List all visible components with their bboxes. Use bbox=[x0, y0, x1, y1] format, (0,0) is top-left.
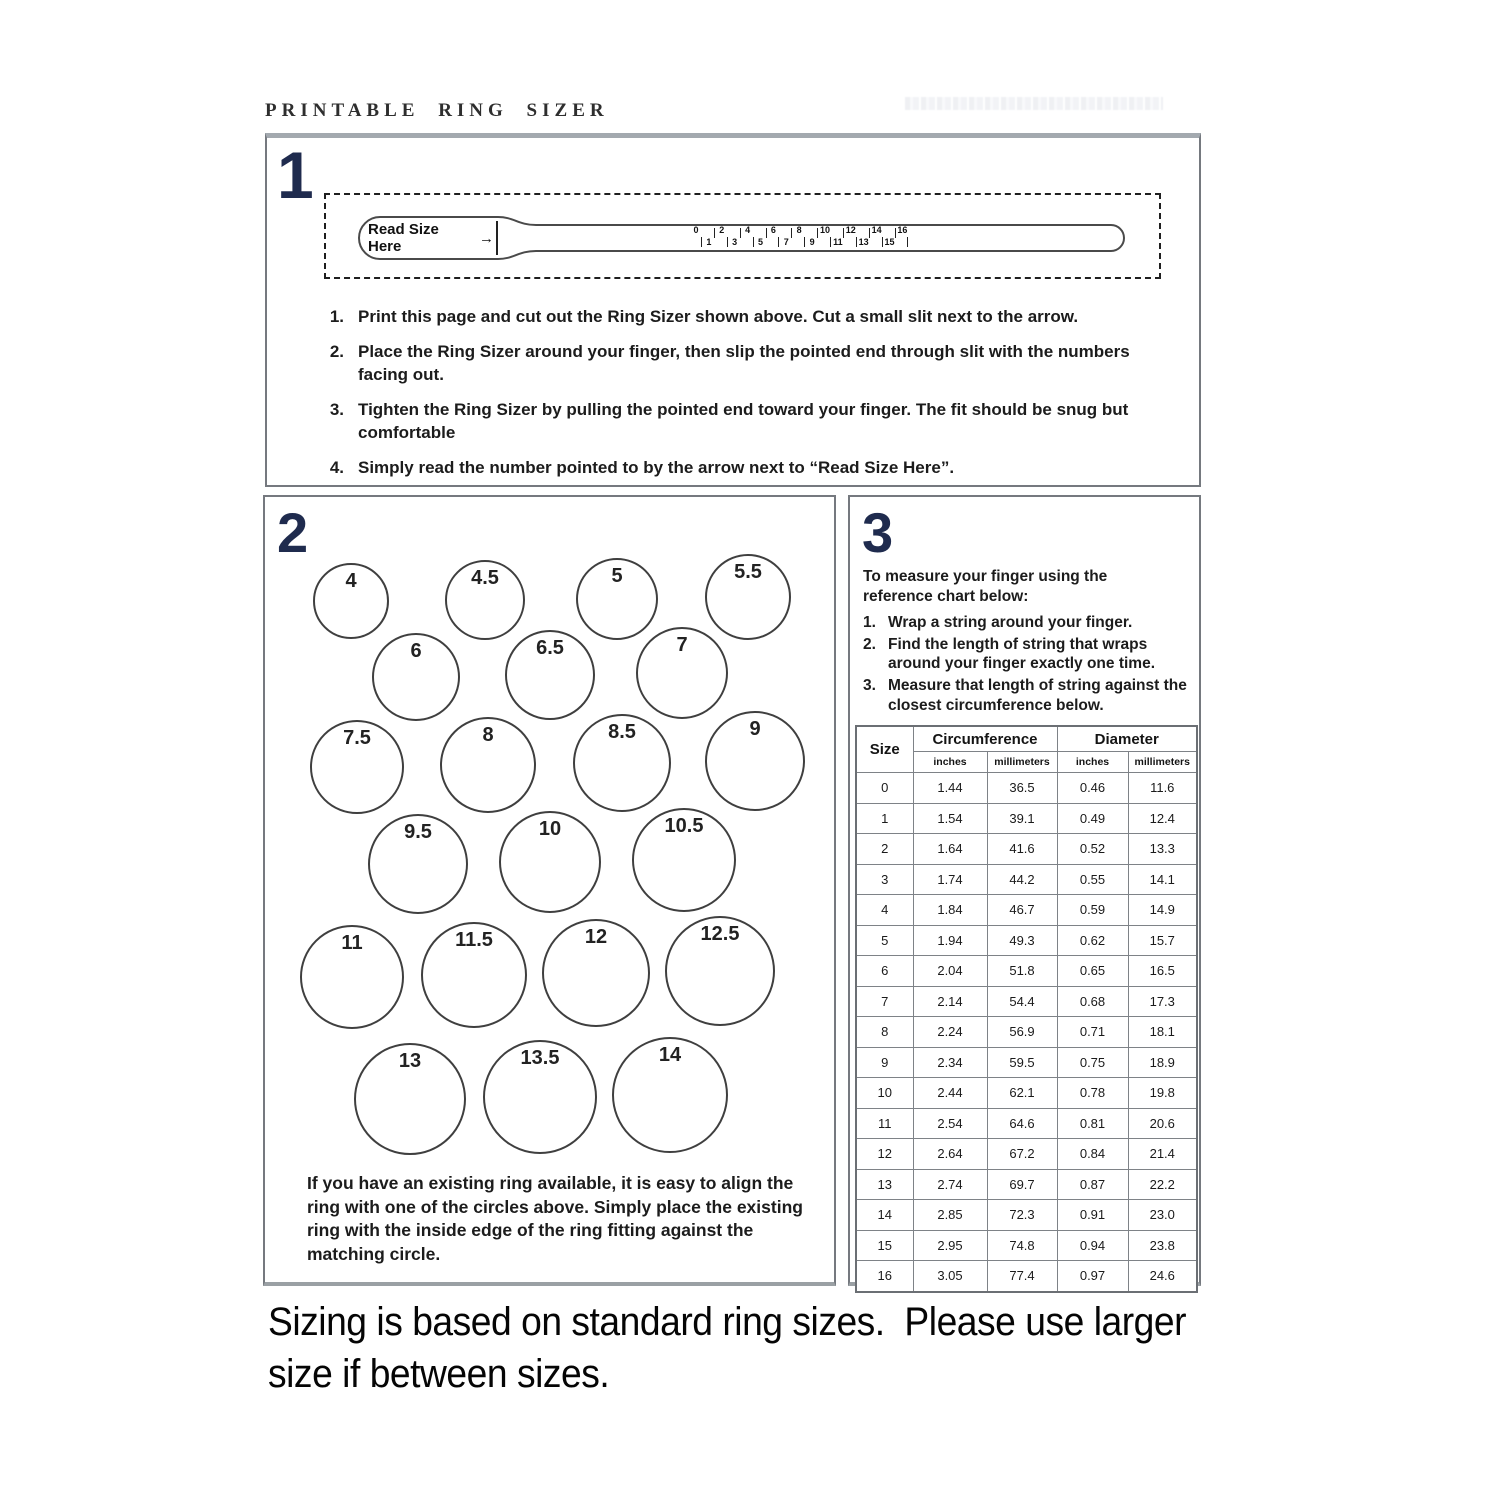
step-item bbox=[863, 613, 1188, 633]
section-3-box bbox=[848, 495, 1201, 1286]
instruction-number: 1. bbox=[329, 307, 344, 326]
instructions-list bbox=[324, 306, 1184, 493]
table-cell: 10 bbox=[856, 1078, 913, 1109]
table-cell: 0.52 bbox=[1057, 834, 1128, 865]
size-circle-label: 6.5 bbox=[536, 637, 564, 659]
table-cell: 3 bbox=[856, 864, 913, 895]
table-cell: 2.54 bbox=[913, 1108, 987, 1139]
ruler-number: 7 bbox=[783, 237, 789, 247]
ruler-number: 4 bbox=[745, 225, 751, 235]
size-circle-10.5 bbox=[632, 808, 736, 912]
table-cell: 20.6 bbox=[1128, 1108, 1197, 1139]
table-cell: 0.75 bbox=[1057, 1047, 1128, 1078]
instruction-number: 3. bbox=[329, 400, 344, 420]
step-number: 2. bbox=[863, 635, 876, 653]
size-circle-13.5 bbox=[483, 1040, 597, 1154]
table-cell: 2.34 bbox=[913, 1047, 987, 1078]
table-cell: 2.04 bbox=[913, 956, 987, 987]
table-cell: 77.4 bbox=[987, 1261, 1057, 1292]
table-row bbox=[856, 1261, 1197, 1292]
table-cell: 14 bbox=[856, 1200, 913, 1231]
table-cell: 74.8 bbox=[987, 1230, 1057, 1261]
table-cell: 13.3 bbox=[1128, 834, 1197, 865]
size-circle-label: 6 bbox=[410, 640, 422, 662]
instruction-text: Place the Ring Sizer around your finger, then slip the pointed end through slit with the numbers facing out. bbox=[358, 342, 1130, 384]
table-cell: 23.8 bbox=[1128, 1230, 1197, 1261]
size-circle-label: 14 bbox=[658, 1044, 682, 1066]
size-circle-label: 8 bbox=[482, 724, 494, 746]
size-circle-12.5 bbox=[665, 916, 775, 1026]
size-circle-label: 4 bbox=[345, 570, 357, 592]
ruler-number: 14 bbox=[871, 225, 882, 235]
table-cell: 2 bbox=[856, 834, 913, 865]
table-cell: 4 bbox=[856, 895, 913, 926]
table-cell: 69.7 bbox=[987, 1169, 1057, 1200]
table-row bbox=[856, 773, 1197, 804]
size-circle-9 bbox=[705, 711, 805, 811]
size-circle-4 bbox=[313, 563, 389, 639]
ruler-number: 9 bbox=[809, 237, 815, 247]
size-circle-5.5 bbox=[705, 554, 791, 640]
subheader-diam-inches: inches bbox=[1057, 752, 1128, 773]
table-cell: 24.6 bbox=[1128, 1261, 1197, 1292]
size-circle-label: 13.5 bbox=[520, 1047, 560, 1069]
table-cell: 0.81 bbox=[1057, 1108, 1128, 1139]
table-cell: 6 bbox=[856, 956, 913, 987]
step-text: Find the length of string that wraps around your finger exactly one time. bbox=[888, 635, 1156, 673]
section-1-box bbox=[265, 133, 1201, 487]
size-circle-11 bbox=[300, 925, 404, 1029]
measure-steps-list bbox=[863, 613, 1188, 717]
table-cell: 15 bbox=[856, 1230, 913, 1261]
size-circle-7.5 bbox=[310, 720, 404, 814]
table-cell: 0.91 bbox=[1057, 1200, 1128, 1231]
size-circle-label: 5 bbox=[611, 565, 623, 587]
col-header-size: Size bbox=[856, 726, 913, 773]
ruler-number: 6 bbox=[770, 225, 776, 235]
subheader-diam-millimeters: millimeters bbox=[1128, 752, 1197, 773]
size-circle-label: 5.5 bbox=[734, 561, 762, 583]
table-cell: 12 bbox=[856, 1139, 913, 1170]
table-cell: 2.95 bbox=[913, 1230, 987, 1261]
table-cell: 23.0 bbox=[1128, 1200, 1197, 1231]
size-reference-table bbox=[855, 725, 1198, 1293]
ruler-tick bbox=[907, 237, 908, 247]
table-cell: 1.44 bbox=[913, 773, 987, 804]
table-cell: 0.71 bbox=[1057, 1017, 1128, 1048]
size-circle-label: 13 bbox=[398, 1050, 422, 1072]
section-1-number: 1 bbox=[277, 138, 314, 212]
arrow-right-icon: → bbox=[479, 229, 494, 247]
size-circle-label: 10 bbox=[538, 818, 562, 840]
table-cell: 0.49 bbox=[1057, 803, 1128, 834]
size-circle-13 bbox=[354, 1043, 466, 1155]
section-2-number: 2 bbox=[277, 501, 309, 564]
instruction-number: 2. bbox=[329, 342, 344, 362]
table-cell: 5 bbox=[856, 925, 913, 956]
table-cell: 0.46 bbox=[1057, 773, 1128, 804]
table-cell: 11.6 bbox=[1128, 773, 1197, 804]
section-2-box bbox=[263, 495, 836, 1286]
table-cell: 2.24 bbox=[913, 1017, 987, 1048]
table-cell: 15.7 bbox=[1128, 925, 1197, 956]
ruler-number: 8 bbox=[796, 225, 802, 235]
step-item bbox=[863, 635, 1188, 674]
table-cell: 0.94 bbox=[1057, 1230, 1128, 1261]
table-cell: 1 bbox=[856, 803, 913, 834]
table-row bbox=[856, 925, 1197, 956]
ruler-number: 0 bbox=[693, 225, 699, 235]
size-circle-4.5 bbox=[445, 560, 525, 640]
instruction-text: Tighten the Ring Sizer by pulling the pointed end toward your finger. The fit should be snug but comfortable bbox=[358, 400, 1129, 442]
ruler-number: 11 bbox=[833, 237, 843, 247]
table-cell: 11 bbox=[856, 1108, 913, 1139]
table-row bbox=[856, 1108, 1197, 1139]
size-circle-8 bbox=[440, 717, 536, 813]
instruction-item bbox=[324, 341, 1184, 386]
ruler-number: 12 bbox=[845, 225, 856, 235]
table-cell: 51.8 bbox=[987, 956, 1057, 987]
table-cell: 2.14 bbox=[913, 986, 987, 1017]
table-row bbox=[856, 1200, 1197, 1231]
faint-watermark bbox=[905, 97, 1163, 110]
size-circle-6.5 bbox=[505, 630, 595, 720]
table-cell: 46.7 bbox=[987, 895, 1057, 926]
table-cell: 59.5 bbox=[987, 1047, 1057, 1078]
col-header-circumference: Circumference bbox=[913, 726, 1057, 752]
table-row bbox=[856, 956, 1197, 987]
table-cell: 22.2 bbox=[1128, 1169, 1197, 1200]
step-number: 1. bbox=[863, 614, 876, 631]
table-cell: 49.3 bbox=[987, 925, 1057, 956]
cutout-dashed-outline bbox=[324, 193, 1161, 279]
size-circle-5 bbox=[576, 558, 658, 640]
table-row bbox=[856, 803, 1197, 834]
size-circle-label: 9 bbox=[749, 718, 761, 740]
table-row bbox=[856, 895, 1197, 926]
table-cell: 0 bbox=[856, 773, 913, 804]
size-circle-label: 11.5 bbox=[455, 929, 493, 951]
size-circle-label: 9.5 bbox=[404, 821, 432, 843]
table-cell: 9 bbox=[856, 1047, 913, 1078]
table-cell: 13 bbox=[856, 1169, 913, 1200]
size-circle-label: 12.5 bbox=[700, 923, 740, 945]
size-circle-label: 7 bbox=[676, 634, 688, 656]
col-header-diameter: Diameter bbox=[1057, 726, 1197, 752]
table-cell: 17.3 bbox=[1128, 986, 1197, 1017]
table-row bbox=[856, 834, 1197, 865]
size-circle-label: 11 bbox=[341, 932, 363, 954]
table-cell: 64.6 bbox=[987, 1108, 1057, 1139]
table-cell: 62.1 bbox=[987, 1078, 1057, 1109]
table-row bbox=[856, 1169, 1197, 1200]
step-number: 3. bbox=[863, 677, 876, 695]
ruler-number: 15 bbox=[884, 237, 895, 247]
table-cell: 1.54 bbox=[913, 803, 987, 834]
table-cell: 0.87 bbox=[1057, 1169, 1128, 1200]
table-cell: 8 bbox=[856, 1017, 913, 1048]
table-cell: 0.78 bbox=[1057, 1078, 1128, 1109]
table-cell: 3.05 bbox=[913, 1261, 987, 1292]
table-cell: 2.64 bbox=[913, 1139, 987, 1170]
table-cell: 44.2 bbox=[987, 864, 1057, 895]
slit-mark bbox=[496, 221, 498, 255]
table-cell: 41.6 bbox=[987, 834, 1057, 865]
table-cell: 54.4 bbox=[987, 986, 1057, 1017]
size-circle-7 bbox=[636, 627, 728, 719]
table-row bbox=[856, 864, 1197, 895]
table-cell: 21.4 bbox=[1128, 1139, 1197, 1170]
size-circle-11.5 bbox=[421, 922, 527, 1028]
table-row bbox=[856, 1078, 1197, 1109]
table-cell: 18.9 bbox=[1128, 1047, 1197, 1078]
table-cell: 2.44 bbox=[913, 1078, 987, 1109]
table-cell: 19.8 bbox=[1128, 1078, 1197, 1109]
size-circle-label: 12 bbox=[584, 926, 608, 948]
read-size-here-text: Read Size Here bbox=[368, 221, 439, 255]
instruction-item bbox=[324, 306, 1184, 328]
table-row bbox=[856, 1230, 1197, 1261]
table-cell: 56.9 bbox=[987, 1017, 1057, 1048]
table-cell: 12.4 bbox=[1128, 803, 1197, 834]
table-cell: 0.65 bbox=[1057, 956, 1128, 987]
size-circle-10 bbox=[499, 811, 601, 913]
size-circle-9.5 bbox=[368, 814, 468, 914]
ruler-number: 3 bbox=[732, 237, 738, 247]
step-text: Measure that length of string against the closest circumference below. bbox=[888, 677, 1187, 714]
table-cell: 0.84 bbox=[1057, 1139, 1128, 1170]
table-row bbox=[856, 1047, 1197, 1078]
ruler-number: 10 bbox=[819, 225, 830, 235]
read-size-here-label bbox=[368, 219, 494, 257]
table-row bbox=[856, 986, 1197, 1017]
size-circle-6 bbox=[372, 633, 460, 721]
ruler-number: 16 bbox=[897, 225, 908, 235]
size-circle-label: 10.5 bbox=[664, 815, 704, 837]
table-cell: 16.5 bbox=[1128, 956, 1197, 987]
table-cell: 7 bbox=[856, 986, 913, 1017]
step-text: Wrap a string around your finger. bbox=[888, 614, 1133, 631]
table-cell: 0.97 bbox=[1057, 1261, 1128, 1292]
table-cell: 0.59 bbox=[1057, 895, 1128, 926]
table-cell: 16 bbox=[856, 1261, 913, 1292]
instruction-text: Simply read the number pointed to by the arrow next to “Read Size Here”. bbox=[358, 458, 955, 478]
table-cell: 14.1 bbox=[1128, 864, 1197, 895]
table-cell: 1.74 bbox=[913, 864, 987, 895]
instruction-item bbox=[324, 399, 1184, 444]
table-cell: 2.85 bbox=[913, 1200, 987, 1231]
subheader-circ-millimeters: millimeters bbox=[987, 752, 1057, 773]
size-circle-label: 7.5 bbox=[343, 727, 371, 749]
table-cell: 36.5 bbox=[987, 773, 1057, 804]
table-cell: 0.68 bbox=[1057, 986, 1128, 1017]
table-cell: 67.2 bbox=[987, 1139, 1057, 1170]
footer-note: Sizing is based on standard ring sizes. Please use larger size if between sizes. bbox=[268, 1300, 1196, 1396]
ruler-number: 2 bbox=[719, 225, 725, 235]
instruction-text: Print this page and cut out the Ring Sizer shown above. Cut a small slit next to the arrow. bbox=[358, 307, 1079, 326]
page-title: PRINTABLE RING SIZER bbox=[265, 100, 609, 121]
ruler bbox=[692, 226, 914, 250]
table-cell: 0.55 bbox=[1057, 864, 1128, 895]
existing-ring-note: If you have an existing ring available, it is easy to align the ring with one of the circles above. Simply place the existing ring with the inside edge of the ring fitting against the matching circle. bbox=[307, 1173, 803, 1264]
table-cell: 1.94 bbox=[913, 925, 987, 956]
table-cell: 39.1 bbox=[987, 803, 1057, 834]
table-cell: 18.1 bbox=[1128, 1017, 1197, 1048]
ruler-number: 1 bbox=[706, 237, 712, 247]
size-circle-8.5 bbox=[573, 714, 671, 812]
table-cell: 0.62 bbox=[1057, 925, 1128, 956]
step-item bbox=[863, 676, 1188, 715]
table-cell: 1.64 bbox=[913, 834, 987, 865]
instruction-number: 4. bbox=[329, 458, 344, 478]
subheader-circ-inches: inches bbox=[913, 752, 987, 773]
table-cell: 14.9 bbox=[1128, 895, 1197, 926]
size-circle-label: 8.5 bbox=[608, 721, 636, 743]
instruction-item bbox=[324, 457, 1184, 479]
table-row bbox=[856, 1139, 1197, 1170]
size-circle-label: 4.5 bbox=[471, 567, 499, 589]
table-cell: 1.84 bbox=[913, 895, 987, 926]
ruler-number: 13 bbox=[858, 237, 869, 247]
section-3-number: 3 bbox=[862, 501, 894, 564]
measure-intro: To measure your finger using the reference chart below: bbox=[863, 568, 1108, 605]
table-cell: 2.74 bbox=[913, 1169, 987, 1200]
size-circle-12 bbox=[542, 919, 650, 1027]
size-circle-14 bbox=[612, 1037, 728, 1153]
table-row bbox=[856, 1017, 1197, 1048]
ruler-number: 5 bbox=[757, 237, 763, 247]
ring-circles bbox=[265, 497, 834, 1282]
table-cell: 72.3 bbox=[987, 1200, 1057, 1231]
